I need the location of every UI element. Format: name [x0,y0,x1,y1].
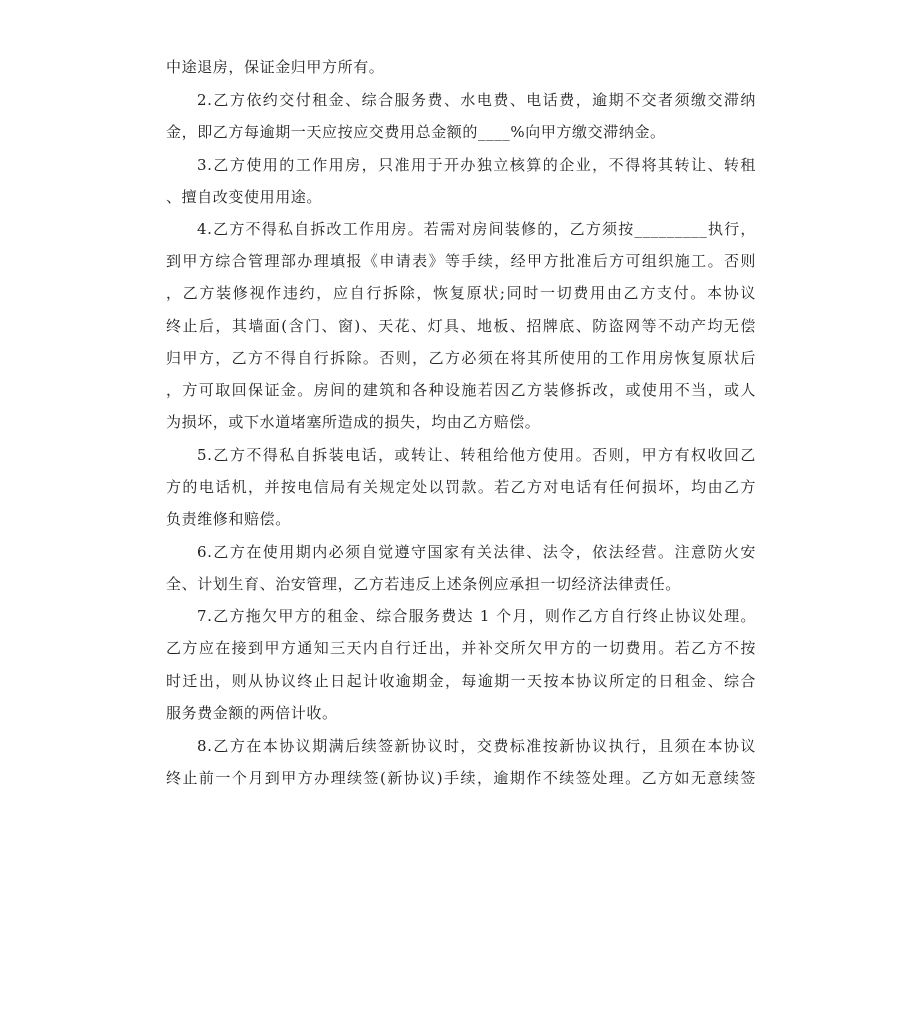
clause-4-line: 归甲方，乙方不得自行拆除。否则，乙方必须在将其所使用的工作用房恢复原状后 [166,349,756,367]
clause-6-line: 全、计划生育、治安管理，乙方若违反上述条例应承担一切经济法律责任。 [166,575,681,593]
clause-4-line: 为损坏，或下水道堵塞所造成的损失，均由乙方赔偿。 [166,413,541,431]
clause-5-line: 5.乙方不得私自拆装电话，或转让、转租给他方使用。否则，甲方有权收回乙 [197,446,756,464]
clause-8-line: 终止前一个月到甲方办理续签(新协议)手续，逾期作不续签处理。乙方如无意续签 [166,769,756,787]
clause-2-line: 2.乙方依约交付租金、综合服务费、水电费、电话费，逾期不交者须缴交滞纳 [197,91,756,109]
text-line: 中途退房，保证金归甲方所有。 [166,58,385,76]
clause-5-line: 方的电话机，并按电信局有关规定处以罚款。若乙方对电话有任何损坏，均由乙方 [166,478,756,496]
clause-7-line: 乙方应在接到甲方通知三天内自行迁出，并补交所欠甲方的一切费用。若乙方不按 [166,639,756,657]
clause-3-line: 3.乙方使用的工作用房，只准用于开办独立核算的企业，不得将其转让、转租 [197,156,756,174]
clause-8-line: 8.乙方在本协议期满后续签新协议时，交费标准按新协议执行，且须在本协议 [197,737,756,755]
clause-6-line: 6.乙方在使用期内必须自觉遵守国家有关法律、法令，依法经营。注意防火安 [197,543,756,561]
clause-4-line: ，方可取回保证金。房间的建筑和各种设施若因乙方装修拆改，或使用不当，或人 [166,381,756,399]
clause-4-line: 4.乙方不得私自拆改工作用房。若需对房间装修的，乙方须按_________执行， [197,220,756,238]
clause-5-line: 负责维修和赔偿。 [166,510,291,528]
clause-4-line: 终止后，其墙面(含门、窗)、天花、灯具、地板、招牌底、防盗网等不动产均无偿 [166,317,756,335]
clause-4-line: ，乙方装修视作违约，应自行拆除，恢复原状;同时一切费用由乙方支付。本协议 [166,284,756,302]
clause-3-line: 、擅自改变使用用途。 [166,188,323,206]
clause-7-line: 服务费金额的两倍计收。 [166,704,338,722]
clause-7-line: 7.乙方拖欠甲方的租金、综合服务费达 1 个月，则作乙方自行终止协议处理。 [197,607,756,625]
clause-2-line: 金，即乙方每逾期一天应按应交费用总金额的____%向甲方缴交滞纳金。 [166,123,666,141]
clause-7-line: 时迁出，则从协议终止日起计收逾期金，每逾期一天按本协议所定的日租金、综合 [166,672,756,690]
clause-4-line: 到甲方综合管理部办理填报《申请表》等手续，经甲方批准后方可组织施工。否则 [166,252,756,270]
